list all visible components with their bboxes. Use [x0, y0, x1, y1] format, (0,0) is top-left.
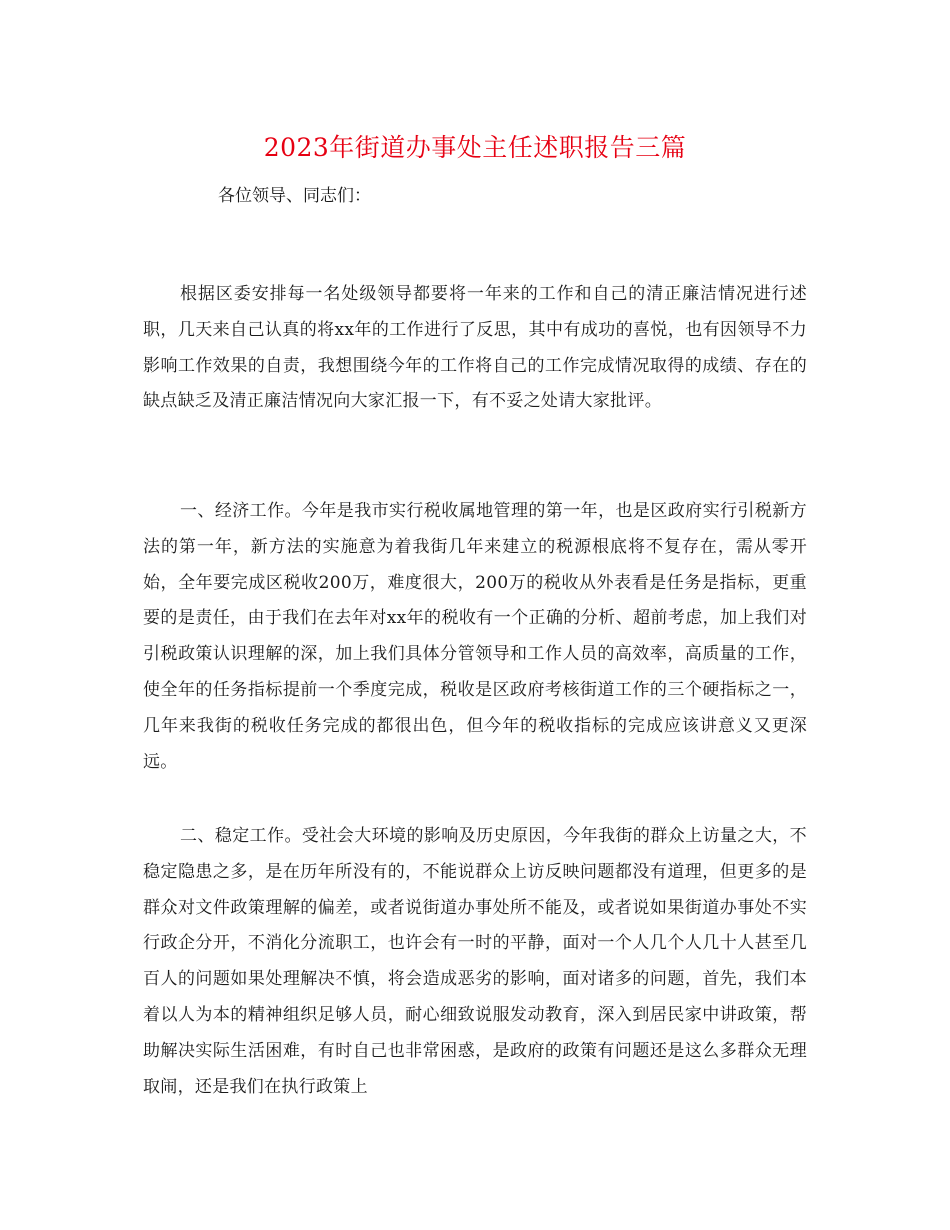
- paragraph-intro: 根据区委安排每一名处级领导都要将一年来的工作和自己的清正廉洁情况进行述职，几天来自己认真的将xx年的工作进行了反思，其中有成功的喜悦，也有因领导不力影响工作效果的自责，我想围绕今年的工作将自己的工作完成情况取得的成绩、存在的缺点缺乏及清正廉洁情况向大家汇报一下，有不妥之处请大家批评。: [143, 284, 807, 412]
- document-title: 2023年街道办事处主任述职报告三篇: [263, 133, 687, 162]
- paragraph-stability-work: 二、稳定工作。受社会大环境的影响及历史原因，今年我街的群众上访量之大，不稳定隐患之多，是在历年所没有的，不能说群众上访反映问题都没有道理，但更多的是群众对文件政策理解的偏差，或者说街道办事处所不能及，或者说如果街道办事处不实行政企分开，不消化分流职工，也许会有一时的平静，面对一个人几个人几十人甚至几百人的问题如果处理解决不慎，将会造成恶劣的影响，面对诸多的问题，首先，我们本着以人为本的精神组织足够人员，耐心细致说服发动教育，深入到居民家中讲政策，帮助解决实际生活困难，有时自己也非常困惑，是政府的政策有问题还是这么多群众无理取闹，还是我们在执行政策上: [143, 826, 807, 1097]
- greeting-line: 各位领导、同志们：: [218, 186, 371, 206]
- paragraph-economic-work: 一、经济工作。今年是我市实行税收属地管理的第一年，也是区政府实行引税新方法的第一年，新方法的实施意为着我街几年来建立的税源根底将不复存在，需从零开始，全年要完成区税收200万，难度很大，200万的税收从外表看是任务是指标，更重要的是责任，由于我们在去年对xx年的税收有一个正确的分析、超前考虑，加上我们对引税政策认识理解的深，加上我们具体分管领导和工作人员的高效率，高质量的工作，使全年的任务指标提前一个季度完成，税收是区政府考核街道工作的三个硬指标之一，几年来我街的税收任务完成的都很出色，但今年的税收指标的完成应该讲意义又更深远。: [143, 501, 807, 772]
